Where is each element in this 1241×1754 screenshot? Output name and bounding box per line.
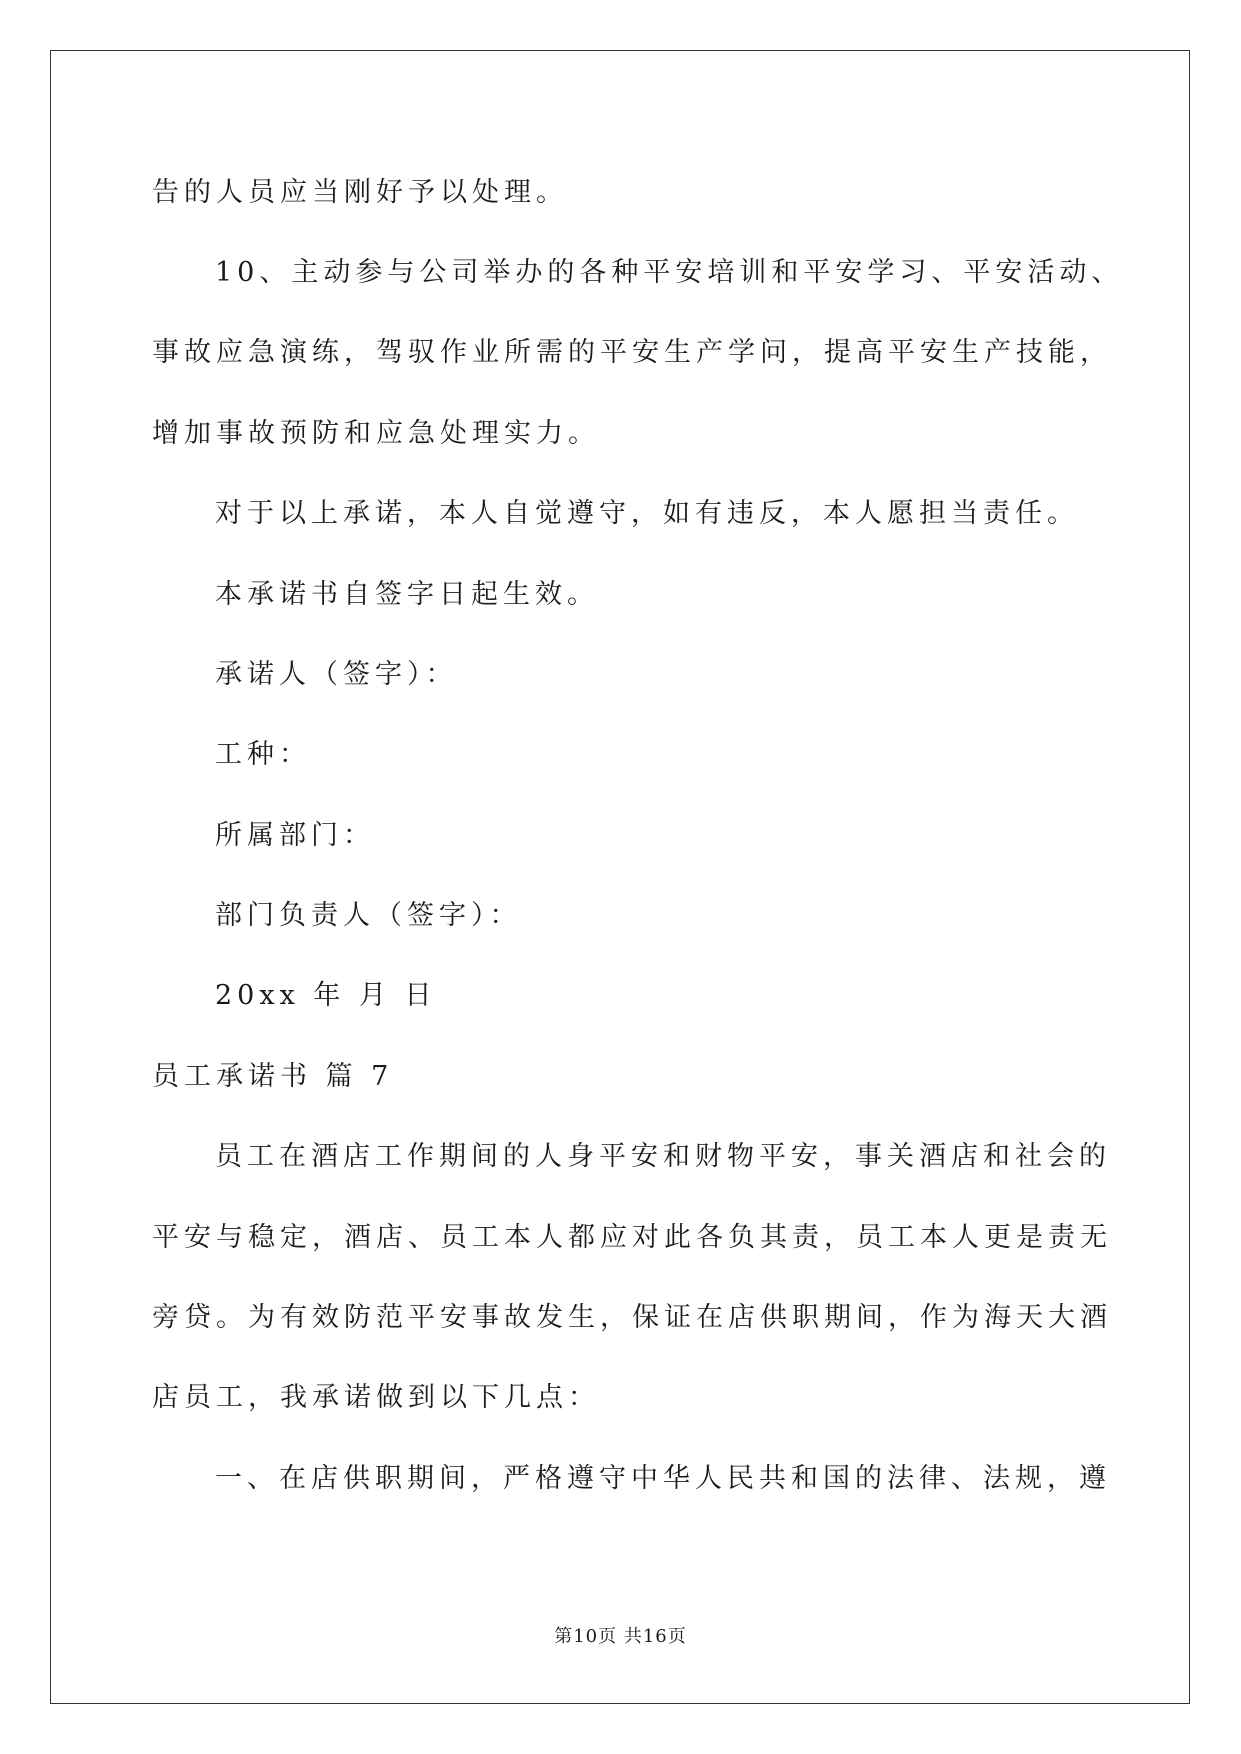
text-line: 告的人员应当刚好予以处理。 xyxy=(152,177,568,208)
text-line: 本承诺书自签字日起生效。 xyxy=(215,579,599,610)
text-line: 旁贷。为有效防范平安事故发生，保证在店供职期间，作为海天大酒 xyxy=(152,1302,1112,1333)
date-line: 20xx 年 月 日 xyxy=(215,980,437,1011)
signatory-line: 承诺人（签字）： xyxy=(215,659,458,690)
section-heading: 员工承诺书 篇 7 xyxy=(152,1061,394,1092)
department-head-line: 部门负责人（签字）： xyxy=(215,900,522,931)
text-line: 事故应急演练，驾驭作业所需的平安生产学问，提高平安生产技能， xyxy=(152,337,1112,368)
department-line: 所属部门： xyxy=(215,820,375,851)
page-border xyxy=(50,50,1190,1704)
text-line: 员工在酒店工作期间的人身平安和财物平安，事关酒店和社会的 xyxy=(215,1141,1111,1172)
text-line: 对于以上承诺，本人自觉遵守，如有违反，本人愿担当责任。 xyxy=(215,498,1079,529)
text-line: 一、在店供职期间，严格遵守中华人民共和国的法律、法规，遵 xyxy=(215,1463,1111,1494)
text-line: 10、主动参与公司举办的各种平安培训和平安学习、平安活动、 xyxy=(215,257,1124,288)
page-footer: 第10页 共16页 xyxy=(554,1626,687,1647)
job-type-line: 工种： xyxy=(215,739,311,770)
text-line: 店员工，我承诺做到以下几点： xyxy=(152,1382,600,1413)
text-line: 增加事故预防和应急处理实力。 xyxy=(152,418,600,449)
text-line: 平安与稳定，酒店、员工本人都应对此各负其责，员工本人更是责无 xyxy=(152,1222,1112,1253)
